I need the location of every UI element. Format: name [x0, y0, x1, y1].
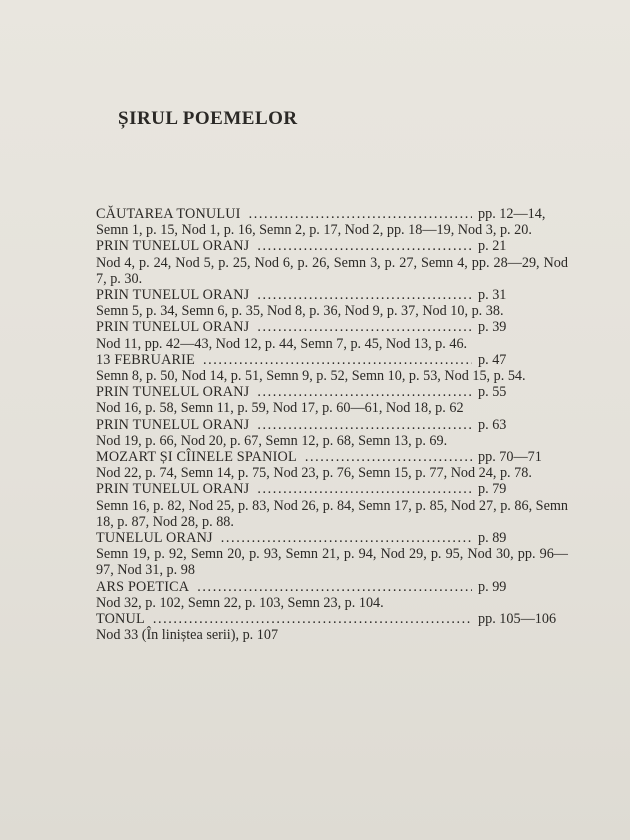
toc-entry-title: TUNELUL ORANJ: [96, 530, 213, 547]
toc-entry-pages: pp. 12—14,: [478, 206, 546, 222]
table-of-contents: [96, 206, 568, 643]
dot-leader: [203, 352, 472, 368]
dot-leader: [249, 206, 472, 222]
toc-entry-title: PRIN TUNELUL ORANJ: [96, 416, 250, 433]
page-heading: ȘIRUL POEMELOR: [118, 108, 298, 129]
toc-subentries: Semn 16, p. 82, Nod 25, p. 83, Nod 26, p. 84, Semn 17, p. 85, Nod 27, p. 86, Semn 18, p. 87, Nod 28, p. 88.: [96, 497, 568, 530]
dot-leader: [257, 319, 472, 335]
toc-subentries: Nod 22, p. 74, Semn 14, p. 75, Nod 23, p. 76, Semn 15, p. 77, Nod 24, p. 78.: [96, 465, 532, 482]
toc-entry-pages: p. 21: [478, 238, 507, 255]
toc-entry: [96, 611, 568, 627]
toc-entry-pages: pp. 105—106: [478, 611, 557, 628]
toc-entry-title: TONUL: [96, 611, 145, 628]
dot-leader: [153, 611, 472, 627]
toc-entry: [96, 449, 568, 465]
dot-leader: [221, 530, 472, 546]
toc-entry-pages: p. 89: [478, 530, 507, 547]
toc-entry-pages: p. 55: [478, 384, 507, 401]
toc-subentries: Semn 1, p. 15, Nod 1, p. 16, Semn 2, p. 17, Nod 2, pp. 18—19, Nod 3, p. 20.: [96, 222, 532, 239]
toc-entry: [96, 206, 568, 222]
toc-entry-pages: p. 31: [478, 287, 507, 304]
toc-entry-pages: p. 39: [478, 319, 507, 336]
toc-entry: [96, 417, 568, 433]
toc-entry-pages: p. 99: [478, 578, 507, 595]
toc-entry-pages: pp. 70—71: [478, 449, 542, 466]
toc-subentries: Nod 32, p. 102, Semn 22, p. 103, Semn 23, p. 104.: [96, 594, 384, 611]
toc-entry: [96, 319, 568, 335]
dot-leader: [197, 579, 472, 595]
toc-entry-title: PRIN TUNELUL ORANJ: [96, 287, 250, 304]
toc-entry-pages: p. 79: [478, 481, 507, 498]
toc-entry-pages: p. 47: [478, 351, 507, 368]
dot-leader: [257, 481, 472, 497]
toc-entry: [96, 530, 568, 546]
dot-leader: [257, 238, 472, 254]
toc-entry-title: ARS POETICA: [96, 578, 190, 595]
dot-leader: [257, 384, 472, 400]
toc-entry-title: PRIN TUNELUL ORANJ: [96, 384, 250, 401]
toc-entry: [96, 238, 568, 254]
toc-entry-pages: p. 63: [478, 416, 507, 433]
toc-subentries: Nod 11, pp. 42—43, Nod 12, p. 44, Semn 7, p. 45, Nod 13, p. 46.: [96, 335, 468, 352]
toc-subentries: Semn 8, p. 50, Nod 14, p. 51, Semn 9, p. 52, Semn 10, p. 53, Nod 15, p. 54.: [96, 368, 526, 385]
toc-entry: [96, 287, 568, 303]
toc-entry: [96, 384, 568, 400]
toc-entry: [96, 481, 568, 497]
dot-leader: [305, 449, 472, 465]
toc-entry: [96, 579, 568, 595]
toc-subentries: Semn 5, p. 34, Semn 6, p. 35, Nod 8, p. 36, Nod 9, p. 37, Nod 10, p. 38.: [96, 303, 504, 320]
toc-subentries: Semn 19, p. 92, Semn 20, p. 93, Semn 21, p. 94, Nod 29, p. 95, Nod 30, pp. 96—97, Nod 31, p. 98: [96, 546, 568, 579]
toc-subentries: Nod 33 (În liniștea serii), p. 107: [96, 627, 279, 644]
dot-leader: [257, 417, 472, 433]
toc-subentries: Nod 19, p. 66, Nod 20, p. 67, Semn 12, p. 68, Semn 13, p. 69.: [96, 432, 448, 449]
toc-entry-title: CĂUTAREA TONULUI: [96, 206, 241, 222]
toc-entry-title: PRIN TUNELUL ORANJ: [96, 481, 250, 498]
toc-subentries: Nod 4, p. 24, Nod 5, p. 25, Nod 6, p. 26, Semn 3, p. 27, Semn 4, pp. 28—29, Nod 7, p. 30.: [96, 254, 568, 287]
toc-entry-title: MOZART ȘI CÎINELE SPANIOL: [96, 449, 297, 466]
dot-leader: [257, 287, 472, 303]
toc-subentries: Nod 16, p. 58, Semn 11, p. 59, Nod 17, p. 60—61, Nod 18, p. 62: [96, 400, 464, 417]
toc-entry-title: 13 FEBRUARIE: [96, 351, 195, 368]
toc-entry-title: PRIN TUNELUL ORANJ: [96, 238, 250, 255]
toc-entry: [96, 352, 568, 368]
toc-entry-title: PRIN TUNELUL ORANJ: [96, 319, 250, 336]
